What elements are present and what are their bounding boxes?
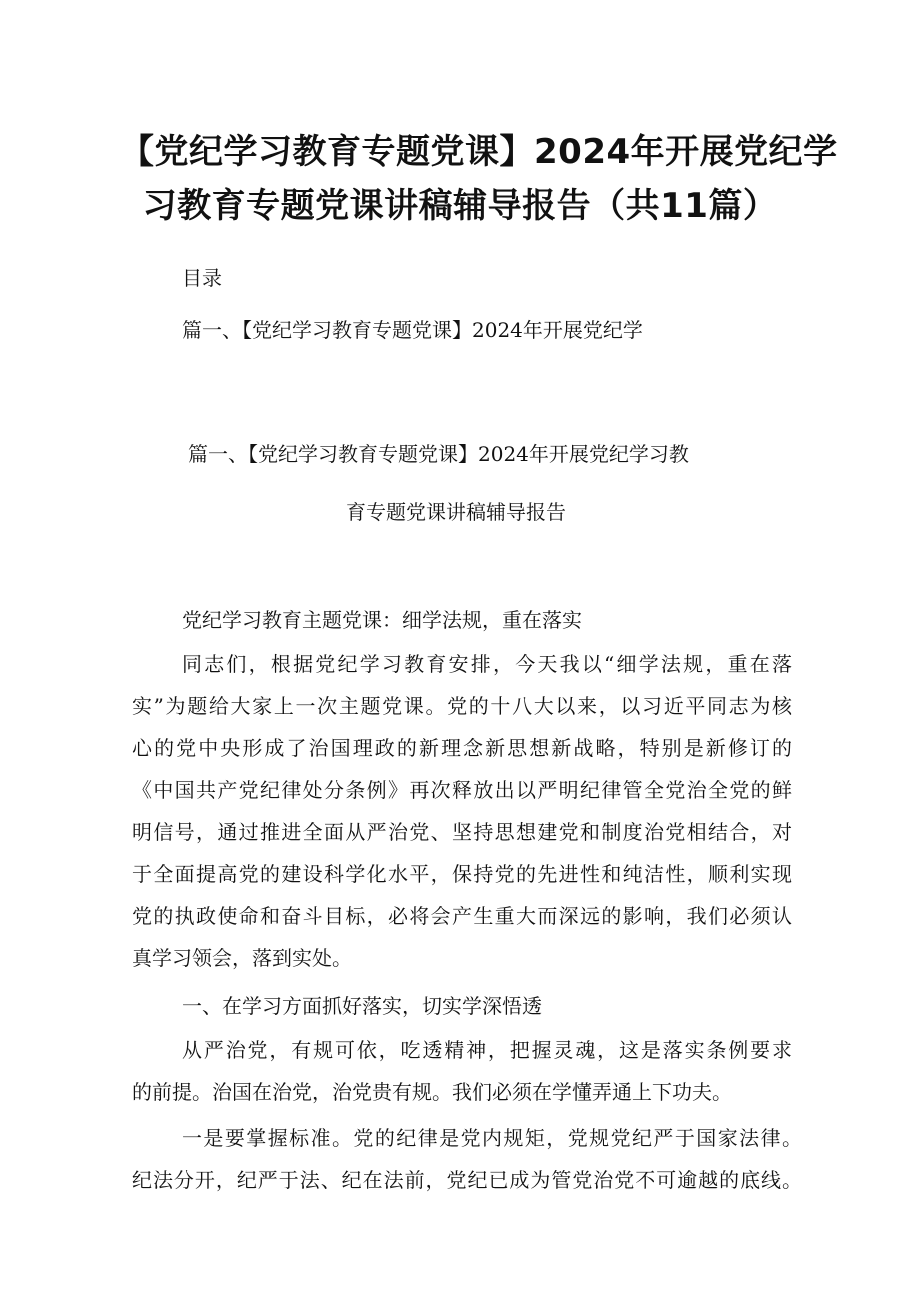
paragraph-line: 于全面提高党的建设科学化水平，保持党的先进性和纯洁性，顺利实现	[132, 862, 792, 886]
section-heading: 一、在学习方面抓好落实，切实学深悟透	[182, 994, 542, 1018]
paragraph-line: 明信号，通过推进全面从严治党、坚持思想建党和制度治党相结合，对	[132, 820, 792, 844]
paragraph-line: 实”为题给大家上一次主题党课。党的十八大以来，以习近平同志为核	[132, 694, 792, 718]
section-title-line-2: 育专题党课讲稿辅导报告	[346, 500, 566, 524]
section-subtitle: 党纪学习教育主题党课：细学法规，重在落实	[182, 608, 582, 632]
toc-heading: 目录	[182, 266, 222, 290]
document-title-line-2: 习教育专题党课讲稿辅导报告（共11篇）	[142, 186, 778, 226]
document-title-line-1: 【党纪学习教育专题党课】2024年开展党纪学	[120, 132, 838, 172]
paragraph-line: 纪法分开，纪严于法、纪在法前，党纪已成为管党治党不可逾越的底线。	[132, 1168, 802, 1192]
paragraph-line: 同志们，根据党纪学习教育安排，今天我以“细学法规，重在落	[182, 652, 792, 676]
paragraph-line: 的前提。治国在治党，治党贵有规。我们必须在学懂弄通上下功夫。	[132, 1080, 732, 1104]
paragraph-line: 党的执政使命和奋斗目标，必将会产生重大而深远的影响，我们必须认	[132, 904, 792, 928]
paragraph-line: 真学习领会，落到实处。	[132, 946, 352, 970]
paragraph-line: 一是要掌握标准。党的纪律是党内规矩，党规党纪严于国家法律。	[182, 1126, 802, 1150]
paragraph-line: 心的党中央形成了治国理政的新理念新思想新战略，特别是新修订的	[132, 736, 792, 760]
toc-item: 篇一、【党纪学习教育专题党课】2024年开展党纪学	[182, 318, 643, 342]
paragraph-line: 《中国共产党纪律处分条例》再次释放出以严明纪律管全党治全党的鲜	[132, 778, 792, 802]
paragraph-line: 从严治党，有规可依，吃透精神，把握灵魂，这是落实条例要求	[182, 1038, 792, 1062]
section-title-line-1: 篇一、【党纪学习教育专题党课】2024年开展党纪学习教	[188, 442, 689, 466]
